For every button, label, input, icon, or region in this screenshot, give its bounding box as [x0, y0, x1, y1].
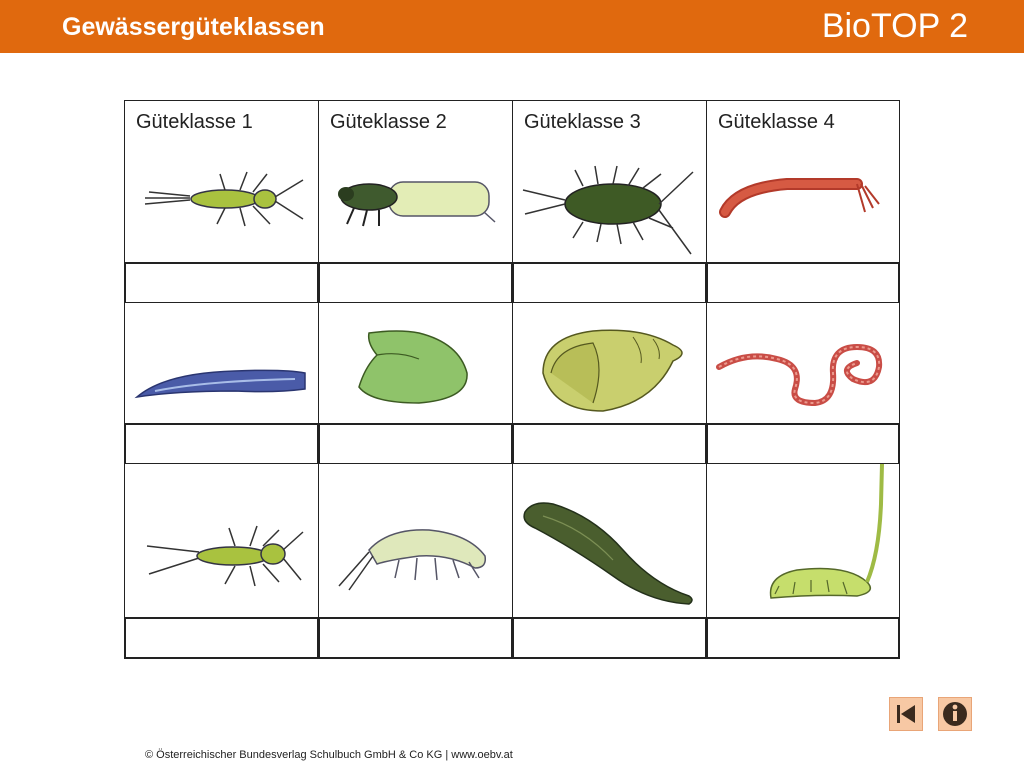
skip-back-icon	[890, 698, 922, 730]
caddisfly-larva-icon	[318, 142, 513, 263]
answer-box[interactable]	[512, 262, 707, 304]
back-button[interactable]	[889, 697, 923, 731]
pea-mussel-icon	[318, 303, 513, 424]
answer-box[interactable]	[512, 617, 707, 659]
water-quality-table	[124, 100, 900, 659]
answer-box[interactable]	[318, 262, 513, 304]
answer-box[interactable]	[124, 423, 319, 465]
water-louse-icon	[512, 142, 707, 263]
brand-logo: BioTOP 2	[821, 7, 968, 45]
answer-box[interactable]	[706, 423, 900, 465]
answer-box[interactable]	[706, 262, 900, 304]
answer-box[interactable]	[318, 423, 513, 465]
tubifex-worm-icon	[706, 303, 900, 424]
column-header: Güteklasse 2	[318, 100, 513, 143]
info-icon	[939, 698, 971, 730]
info-button[interactable]	[938, 697, 972, 731]
freshwater-shrimp-icon	[318, 464, 513, 618]
answer-box[interactable]	[124, 262, 319, 304]
footer-copyright: © Österreichischer Bundesverlag Schulbuch GmbH & Co KG | www.oebv.at	[145, 749, 513, 761]
header-bar	[0, 0, 1024, 53]
answer-box[interactable]	[512, 423, 707, 465]
leech-icon	[512, 464, 707, 618]
flatworm-icon	[124, 303, 319, 424]
column-header: Güteklasse 1	[124, 100, 319, 143]
page-title: Gewässergüteklassen	[62, 13, 325, 41]
answer-box[interactable]	[124, 617, 319, 659]
mayfly-larva-icon	[124, 142, 319, 263]
rat-tailed-maggot-icon	[706, 464, 900, 618]
stonefly-larva-icon	[124, 464, 319, 618]
red-midge-larva-icon	[706, 142, 900, 263]
column-header: Güteklasse 3	[512, 100, 707, 143]
answer-box[interactable]	[318, 617, 513, 659]
column-header: Güteklasse 4	[706, 100, 900, 143]
answer-box[interactable]	[706, 617, 900, 659]
pond-snail-icon	[512, 303, 707, 424]
